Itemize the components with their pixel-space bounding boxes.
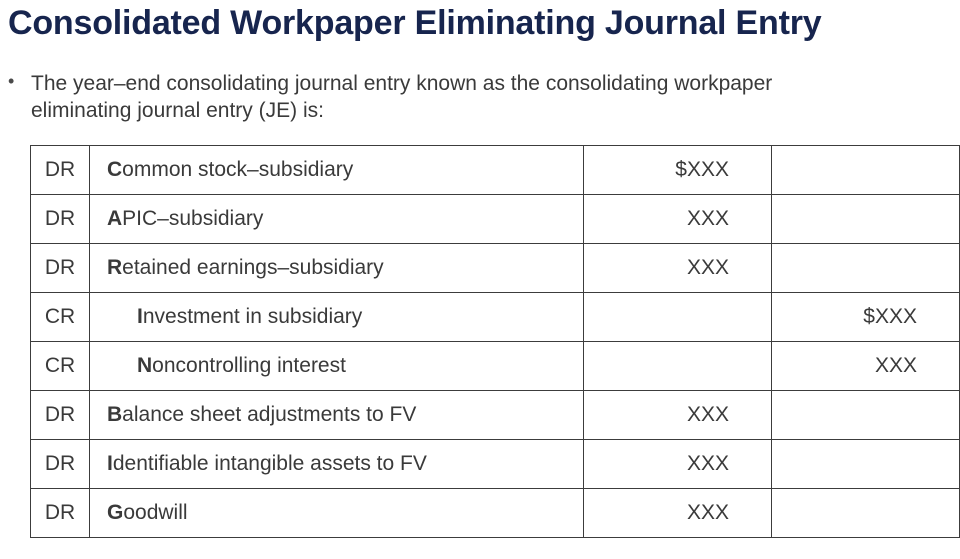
entry-type-cell: CR xyxy=(31,293,90,342)
account-cell xyxy=(90,244,584,293)
credit-cell xyxy=(772,489,960,538)
credit-cell xyxy=(772,195,960,244)
entry-type-cell: DR xyxy=(31,489,90,538)
account-cell xyxy=(90,489,584,538)
account-name: oncontrolling interest xyxy=(152,354,346,377)
account-name: oodwill xyxy=(123,501,188,524)
bullet-icon: • xyxy=(8,71,15,91)
account-cell xyxy=(90,342,584,391)
account-initial: R xyxy=(107,256,123,279)
table-row xyxy=(31,146,960,195)
credit-cell xyxy=(772,244,960,293)
account-initial: A xyxy=(107,207,123,230)
debit-cell: XXX xyxy=(584,489,772,538)
account-name: alance sheet adjustments to FV xyxy=(122,403,417,426)
entry-type-cell: DR xyxy=(31,146,90,195)
table-row xyxy=(31,244,960,293)
credit-cell xyxy=(772,391,960,440)
bullet-text: The year–end consolidating journal entry known as the consolidating workpaper eliminating journal entry (JE) is: xyxy=(31,72,773,122)
credit-cell xyxy=(772,440,960,489)
debit-cell: XXX xyxy=(584,440,772,489)
account-cell xyxy=(90,195,584,244)
account-name: PIC–subsidiary xyxy=(122,207,264,230)
debit-cell: XXX xyxy=(584,195,772,244)
table-row xyxy=(31,293,960,342)
table-row xyxy=(31,440,960,489)
account-initial: I xyxy=(107,452,113,475)
account-name: nvestment in subsidiary xyxy=(142,305,363,328)
account-name: ommon stock–subsidiary xyxy=(122,158,354,181)
account-cell xyxy=(90,146,584,195)
credit-cell xyxy=(772,146,960,195)
table-row xyxy=(31,489,960,538)
journal-entry-table xyxy=(30,145,960,538)
page-title: Consolidated Workpaper Eliminating Journal Entry xyxy=(8,4,822,42)
account-name: etained earnings–subsidiary xyxy=(122,256,384,279)
debit-cell: $XXX xyxy=(584,146,772,195)
table-row xyxy=(31,391,960,440)
account-name: dentifiable intangible assets to FV xyxy=(112,452,427,475)
entry-type-cell: DR xyxy=(31,440,90,489)
account-initial: N xyxy=(137,354,153,377)
account-cell xyxy=(90,293,584,342)
entry-type-cell: CR xyxy=(31,342,90,391)
account-cell xyxy=(90,440,584,489)
bullet-item xyxy=(8,70,878,124)
account-initial: I xyxy=(137,305,143,328)
table-row xyxy=(31,342,960,391)
debit-cell: XXX xyxy=(584,391,772,440)
credit-cell: XXX xyxy=(772,342,960,391)
debit-cell: XXX xyxy=(584,244,772,293)
table-row xyxy=(31,195,960,244)
entry-type-cell: DR xyxy=(31,391,90,440)
entry-type-cell: DR xyxy=(31,244,90,293)
account-cell xyxy=(90,391,584,440)
credit-cell: $XXX xyxy=(772,293,960,342)
entry-type-cell: DR xyxy=(31,195,90,244)
account-initial: G xyxy=(107,501,124,524)
journal-entry-body xyxy=(31,146,960,538)
account-initial: B xyxy=(107,403,123,426)
account-initial: C xyxy=(107,158,123,181)
debit-cell xyxy=(584,293,772,342)
debit-cell xyxy=(584,342,772,391)
